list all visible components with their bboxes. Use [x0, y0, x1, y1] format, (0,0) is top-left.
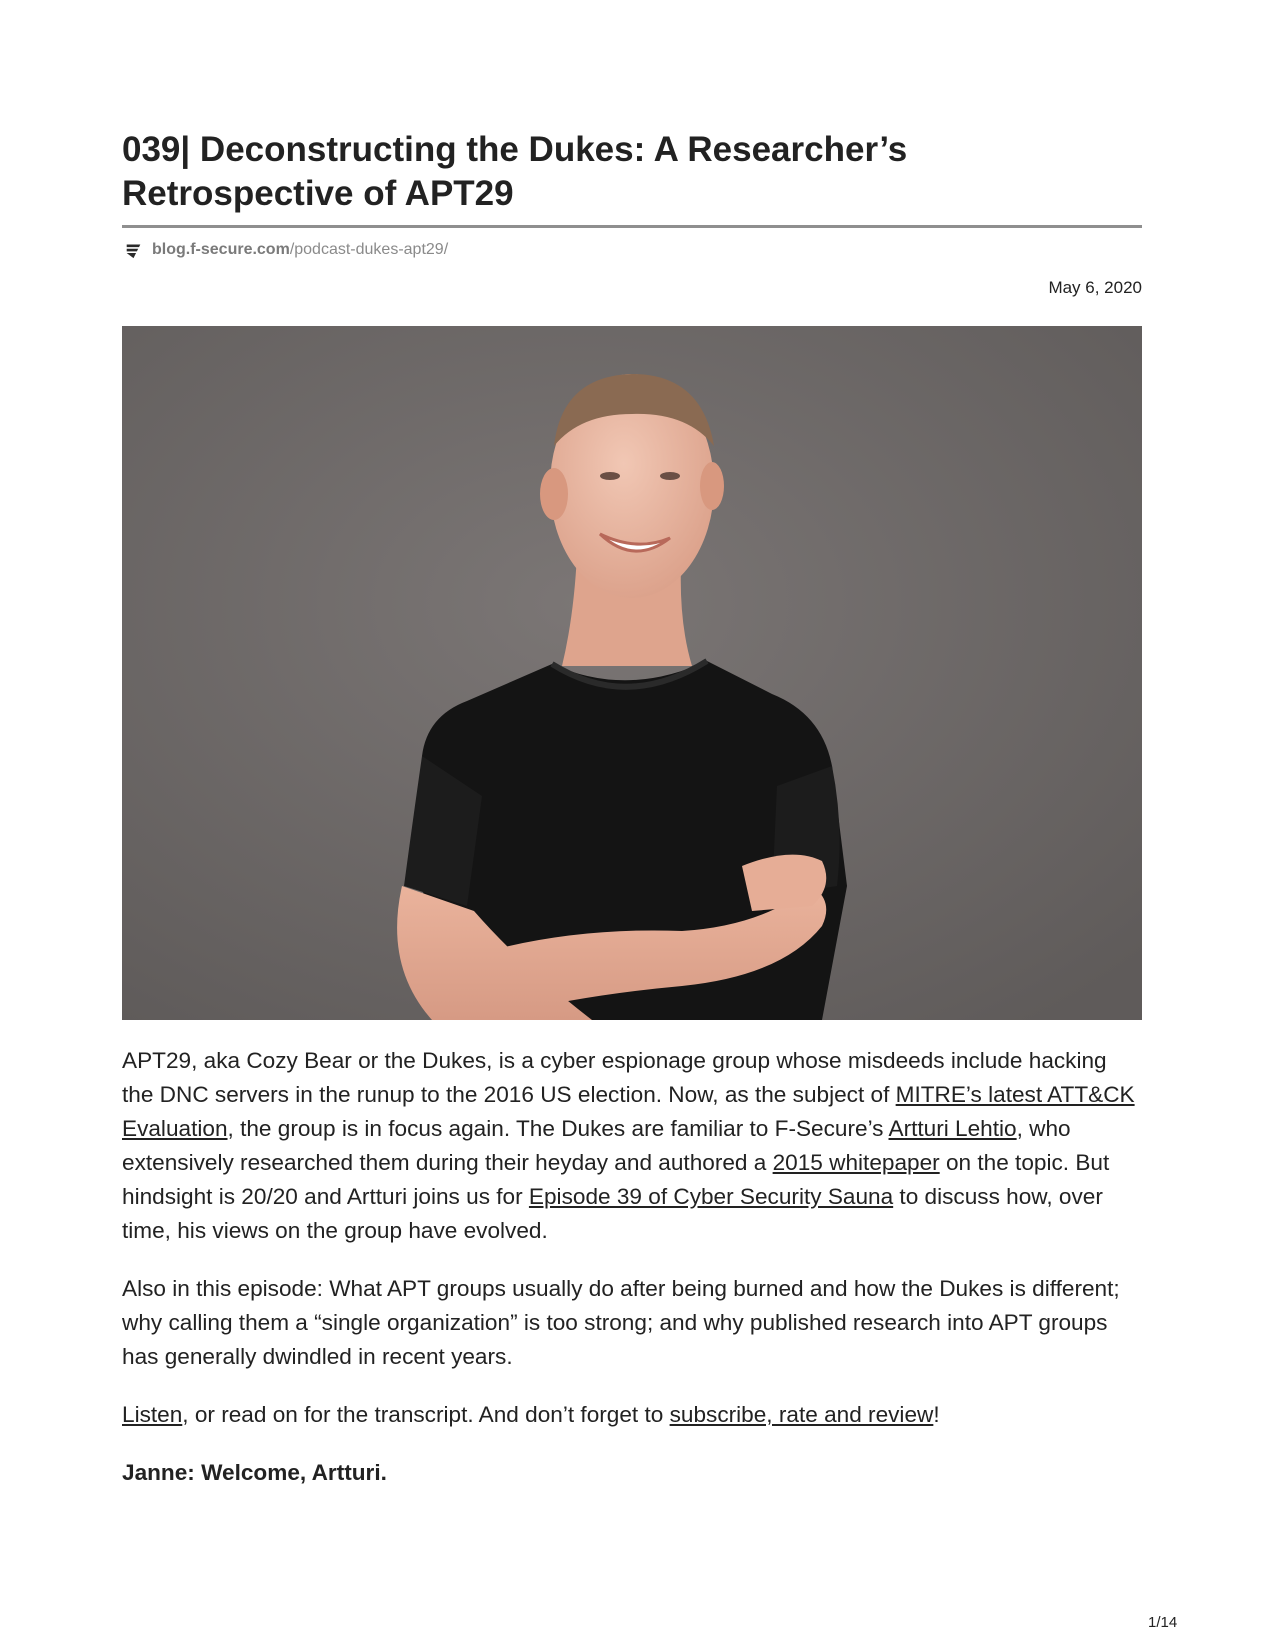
source-domain: blog.f-secure.com [152, 241, 290, 258]
intro-text-2: , the group is in focus again. The Dukes are familiar to F-Secure’s [227, 1116, 889, 1141]
title-divider [122, 225, 1142, 228]
episode-39-link[interactable]: Episode 39 of Cyber Security Sauna [528, 1184, 894, 1209]
subscribe-link[interactable]: subscribe, rate and review [669, 1402, 934, 1427]
listen-link[interactable]: Listen [122, 1402, 183, 1427]
listen-text-1: , or read on for the transcript. And don’t forget to [182, 1402, 670, 1427]
intro-text-4: on the topic. But hindsight is 20/20 and Artturi joins us for [122, 1150, 1110, 1209]
f-secure-logo-icon [125, 242, 142, 259]
source-path: /podcast-dukes-apt29/ [289, 241, 449, 258]
title-line-2: Retrospective of APT29 [122, 174, 514, 213]
hero-image [122, 326, 1142, 1020]
listen-text-2: ! [933, 1402, 940, 1427]
publish-date: May 6, 2020 [1048, 278, 1142, 297]
intro-text-1: APT29, aka Cozy Bear or the Dukes, is a cyber espionage group whose misdeeds include hacking the DNC servers in the runup to the 2016 US election. Now, as the subject of [122, 1048, 1107, 1107]
page-number: 1/14 [1148, 1614, 1178, 1631]
listen-paragraph [122, 1398, 1142, 1432]
article-body [122, 1044, 1142, 1514]
title-line-1: 039| Deconstructing the Dukes: A Researcher’s [122, 130, 908, 169]
source-url[interactable] [125, 240, 448, 260]
whitepaper-link[interactable]: 2015 whitepaper [772, 1150, 940, 1175]
artturi-lehtio-link[interactable]: Artturi Lehtio [888, 1116, 1017, 1141]
intro-text-5: to discuss how, over time, his views on the group have evolved. [122, 1184, 1103, 1243]
episode-summary-paragraph: Also in this episode: What APT groups usually do after being burned and how the Dukes is different; why calling them a “single organization” is too strong; and why published research into APT groups has generally dwindled in recent years. [122, 1276, 1120, 1369]
intro-paragraph [122, 1044, 1142, 1248]
person-photo [122, 326, 1142, 1020]
mitre-evaluation-link[interactable]: MITRE’s latest ATT&CK Evaluation [122, 1082, 1135, 1141]
article-title [122, 128, 1142, 216]
intro-text-3: , who extensively researched them during their heyday and authored a [122, 1116, 1071, 1175]
transcript-first-line: Janne: Welcome, Artturi. [122, 1460, 387, 1485]
